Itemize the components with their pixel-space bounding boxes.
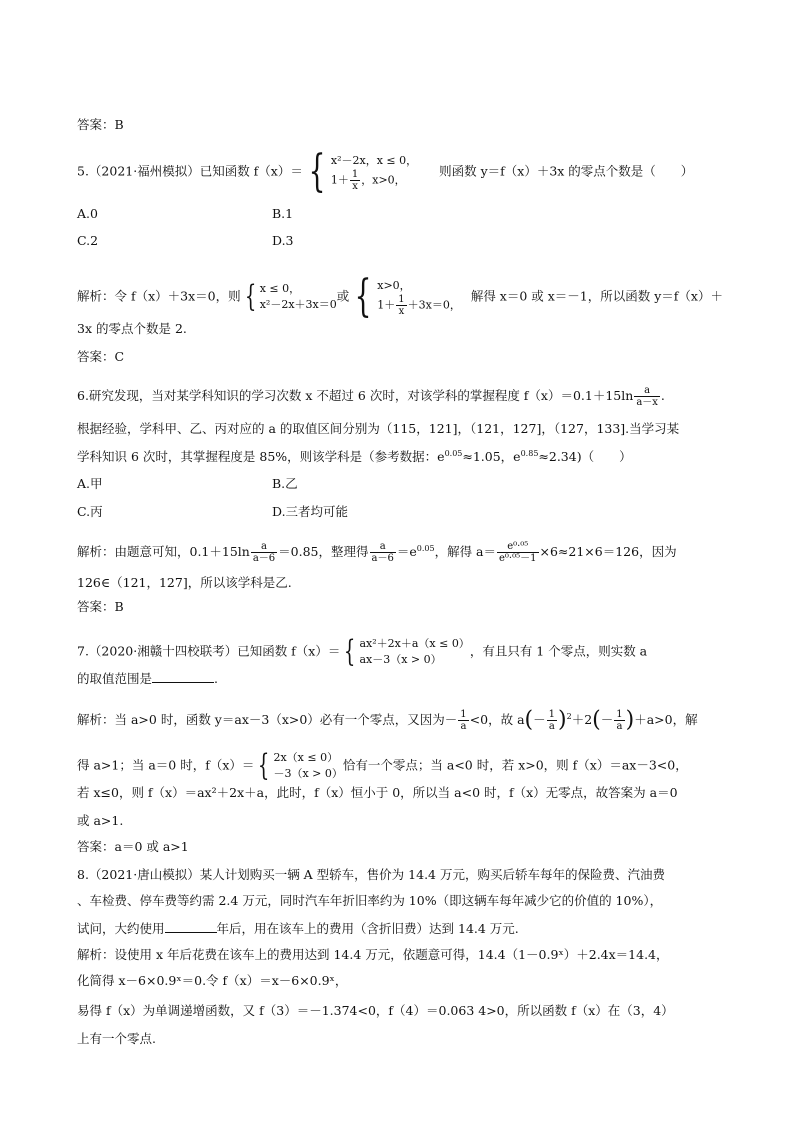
q6-option-d: D.三者均可能 — [272, 504, 349, 519]
q7-solution-line2: 得 a>1；当 a＝0 时，f（x）＝ { 2x（x ≤ 0） －3（x > 0） 恰有一个零点；当 a<0 时，若 x>0，则 f（x）＝ax－3<0， — [77, 748, 688, 783]
q5-prefix: 5.（2021·福州模拟）已知函数 f（x）＝ — [77, 163, 303, 179]
q5-option-c: C.2 — [77, 233, 99, 248]
q6-option-a: A.甲 — [77, 476, 103, 491]
q6-solution-line1: 解析：由题意可知，0.1＋15ln $\frac{a}{a-6}$ ＝0.85，整理得 $\frac{a}{a-6}$ $=e^{0.05}$，解得 a＝ $\frac{\text{e⁰·⁰⁵}}{\text{e⁰·⁰⁵－1}}$ ×6≈21×6＝126，因为 — [77, 541, 677, 565]
q6-stem-line2: 根据经验，学科甲、乙、丙对应的 a 的取值区间分别为（115，121]，（121，127]，（127，133].当学习某 — [77, 421, 680, 436]
q8-stem-line1: 8.（2021·唐山模拟）某人计划购买一辆 A 型轿车，售价为 14.4 万元，购买后轿车每年的保险费、汽油费 — [77, 867, 665, 882]
q6-option-c: C.丙 — [77, 504, 103, 519]
q6-option-b: B.乙 — [272, 476, 298, 491]
q7-stem-line2: 的取值范围是 . — [77, 668, 218, 688]
q8-solution-line2: 化简得 x－6×0.9ˣ＝0.令 f（x）＝x－6×0.9ˣ， — [77, 973, 348, 988]
answer-q7: 答案：a＝0 或 a>1 — [77, 839, 189, 854]
q5-suffix: 则函数 y＝f（x）＋3x 的零点个数是（ ） — [439, 163, 694, 179]
q5-option-b: B.1 — [272, 206, 294, 221]
answer-q5: 答案：C — [77, 349, 125, 364]
q8-stem-line3: 试问，大约使用 年后，用在该车上的费用（含折旧费）达到 14.4 万元. — [77, 918, 519, 938]
q5-option-d: D.3 — [272, 233, 294, 248]
q8-stem-line2: 、车检费、停车费等约需 2.4 万元，同时汽车年折旧率约为 10%（即这辆车每年减少它的价值的 10%）， — [77, 893, 663, 908]
q7-stem: 7.（2020·湘赣十四校联考）已知函数 f（x）＝ { ax²＋2x＋a（x ≤ 0） ax－3（x > 0） ，有且只有 1 个零点，则实数 a — [77, 634, 648, 669]
q7-solution-line3: 若 x≤0，则 f（x）＝ax²＋2x＋a，此时，f（x）恒小于 0，所以当 a<0 时，f（x）无零点，故答案为 a＝0 — [77, 785, 678, 800]
q6-solution-line2: 126∈（121，127]，所以该学科是乙. — [77, 575, 292, 590]
q5-piecewise: { x²－2x，x ≤ 0， 1＋ $\frac{1}{x}$ ，x>0， — [308, 146, 418, 197]
q7-solution-line4: 或 a>1. — [77, 813, 124, 828]
q5-option-a: A.0 — [77, 206, 98, 221]
q6-stem-line1: 6.研究发现，当对某学科知识的学习次数 x 不超过 6 次时，对该学科的掌握程度 f（x）＝0.1＋15ln $\frac{a}{a-x}$ . — [77, 385, 665, 408]
q8-solution-line1: 解析：设使用 x 年后花费在该车上的费用达到 14.4 万元，依题意可得，14.4（1－0.9ˣ）＋2.4x＝14.4， — [77, 947, 669, 962]
q6-stem-line3: 学科知识 6 次时，其掌握程度是 85%，则该学科是（参考数据：$e^{0.05}\approx 1.05$，$e^{0.85}\approx 2.34$)（ ） — [77, 449, 632, 465]
q7-solution-line1: 解析：当 a>0 时，函数 y＝ax－3（x>0）必有一个零点，又因为－ $\frac{1}{a}$ <0，故 a(－ $\frac{1}{a}$ )$^2$＋2(－ $\frac{1}{a}$ )＋a>0，解 — [77, 707, 698, 733]
q5-stem — [77, 146, 694, 197]
answer-q4: 答案：B — [77, 117, 124, 132]
q8-answer-blank[interactable] — [165, 918, 217, 933]
answer-q6: 答案：B — [77, 599, 124, 614]
q8-solution-line3: 易得 f（x）为单调递增函数，又 f（3）＝－1.374<0，f（4）＝0.063 4>0，所以函数 f（x）在（3，4） — [77, 1003, 674, 1018]
q5-solution: 解析：令 f（x）＋3x＝0，则 { x ≤ 0， x²－2x＋3x＝0 或 { x>0， 1＋ $\frac{1}{x}$ ＋3x＝0， 解得 x＝0 或 x＝－1，所以函数 y＝f（x）＋ — [77, 271, 723, 322]
q7-answer-blank[interactable] — [152, 668, 214, 683]
q8-solution-line4: 上有一个零点. — [77, 1031, 156, 1046]
q5-solution-line2: 3x 的零点个数是 2. — [77, 321, 187, 336]
